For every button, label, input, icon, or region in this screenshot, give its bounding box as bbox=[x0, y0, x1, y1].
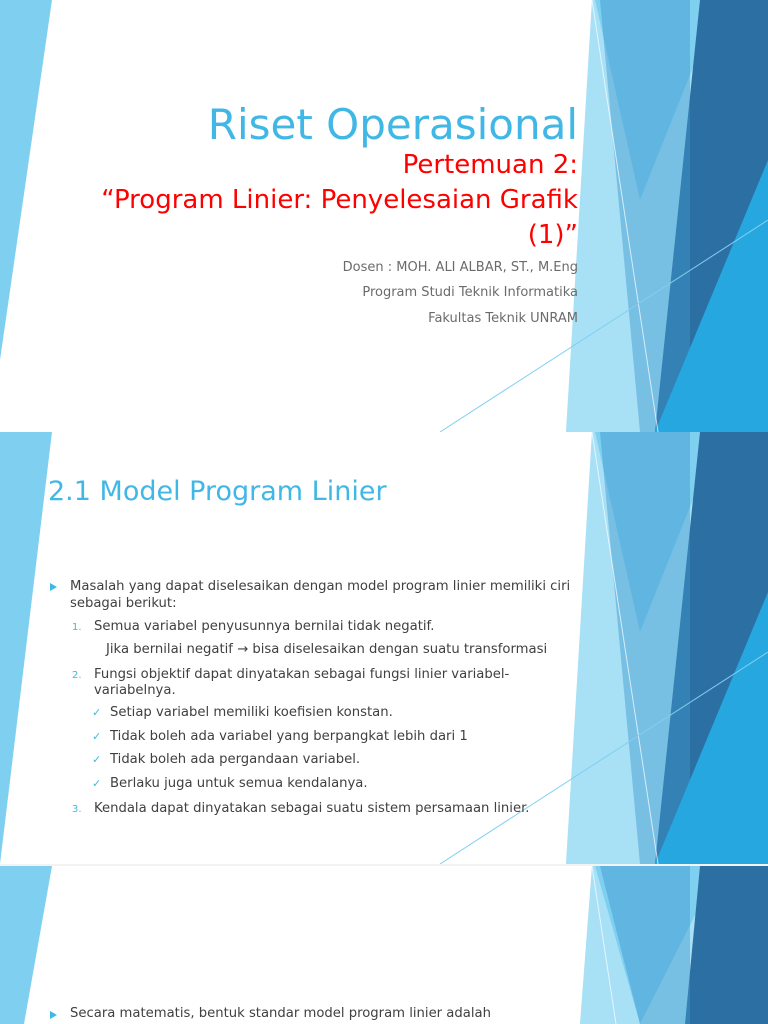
bullet-arrow-icon bbox=[50, 583, 57, 591]
slide-standard-form bbox=[0, 866, 768, 1024]
bullet-text-line-1: Masalah yang dapat diselesaikan dengan model program linier memiliki ciri bbox=[70, 579, 571, 594]
list-item-2-line-1: Fungsi objektif dapat dinyatakan sebagai fungsi linier variabel- bbox=[94, 667, 510, 682]
list-number-1: 1. bbox=[72, 622, 82, 633]
subtitle-line-1: Pertemuan 2: bbox=[402, 150, 578, 180]
check-item-2: Tidak boleh ada variabel yang berpangkat lebih dari 1 bbox=[110, 729, 468, 744]
check-item-3: Tidak boleh ada pergandaan variabel. bbox=[110, 752, 361, 767]
check-item-1: Setiap variabel memiliki koefisien konstan. bbox=[110, 705, 393, 720]
list-item-3: Kendala dapat dinyatakan sebagai suatu sistem persamaan linier. bbox=[94, 801, 530, 816]
checkmark-icon: ✓ bbox=[92, 777, 102, 790]
slide-model-program-linier bbox=[0, 432, 768, 864]
bullet-text: Secara matematis, bentuk standar model program linier adalah bbox=[70, 1006, 491, 1021]
slide-title bbox=[0, 0, 768, 432]
faculty-text: Fakultas Teknik UNRAM bbox=[428, 311, 578, 326]
list-item-1-note: Jika bernilai negatif → bisa diselesaikan dengan suatu transformasi bbox=[106, 642, 548, 657]
list-number-3: 3. bbox=[72, 804, 82, 815]
section-heading: 2.1 Model Program Linier bbox=[48, 476, 387, 507]
decorative-shapes bbox=[0, 0, 768, 432]
left-shard-shape bbox=[0, 0, 52, 360]
subtitle-line-3: (1)” bbox=[527, 220, 578, 250]
left-shard-shape bbox=[0, 432, 52, 864]
decorative-shapes bbox=[0, 866, 768, 1024]
list-item-2-line-2: variabelnya. bbox=[94, 683, 176, 698]
checkmark-icon: ✓ bbox=[92, 730, 102, 743]
subtitle-line-2: “Program Linier: Penyelesaian Grafik bbox=[101, 185, 578, 215]
bullet-arrow-icon bbox=[50, 1011, 57, 1019]
left-shard-shape bbox=[0, 866, 52, 1024]
presentation-title: Riset Operasional bbox=[207, 100, 578, 149]
list-item-1: Semua variabel penyusunnya bernilai tidak negatif. bbox=[94, 619, 435, 634]
checkmark-icon: ✓ bbox=[92, 706, 102, 719]
program-text: Program Studi Teknik Informatika bbox=[362, 285, 578, 300]
checkmark-icon: ✓ bbox=[92, 753, 102, 766]
check-item-4: Berlaku juga untuk semua kendalanya. bbox=[110, 776, 368, 791]
bullet-text-line-2: sebagai berikut: bbox=[70, 596, 177, 611]
list-number-2: 2. bbox=[72, 670, 82, 681]
lecturer-text: Dosen : MOH. ALI ALBAR, ST., M.Eng bbox=[342, 260, 578, 275]
